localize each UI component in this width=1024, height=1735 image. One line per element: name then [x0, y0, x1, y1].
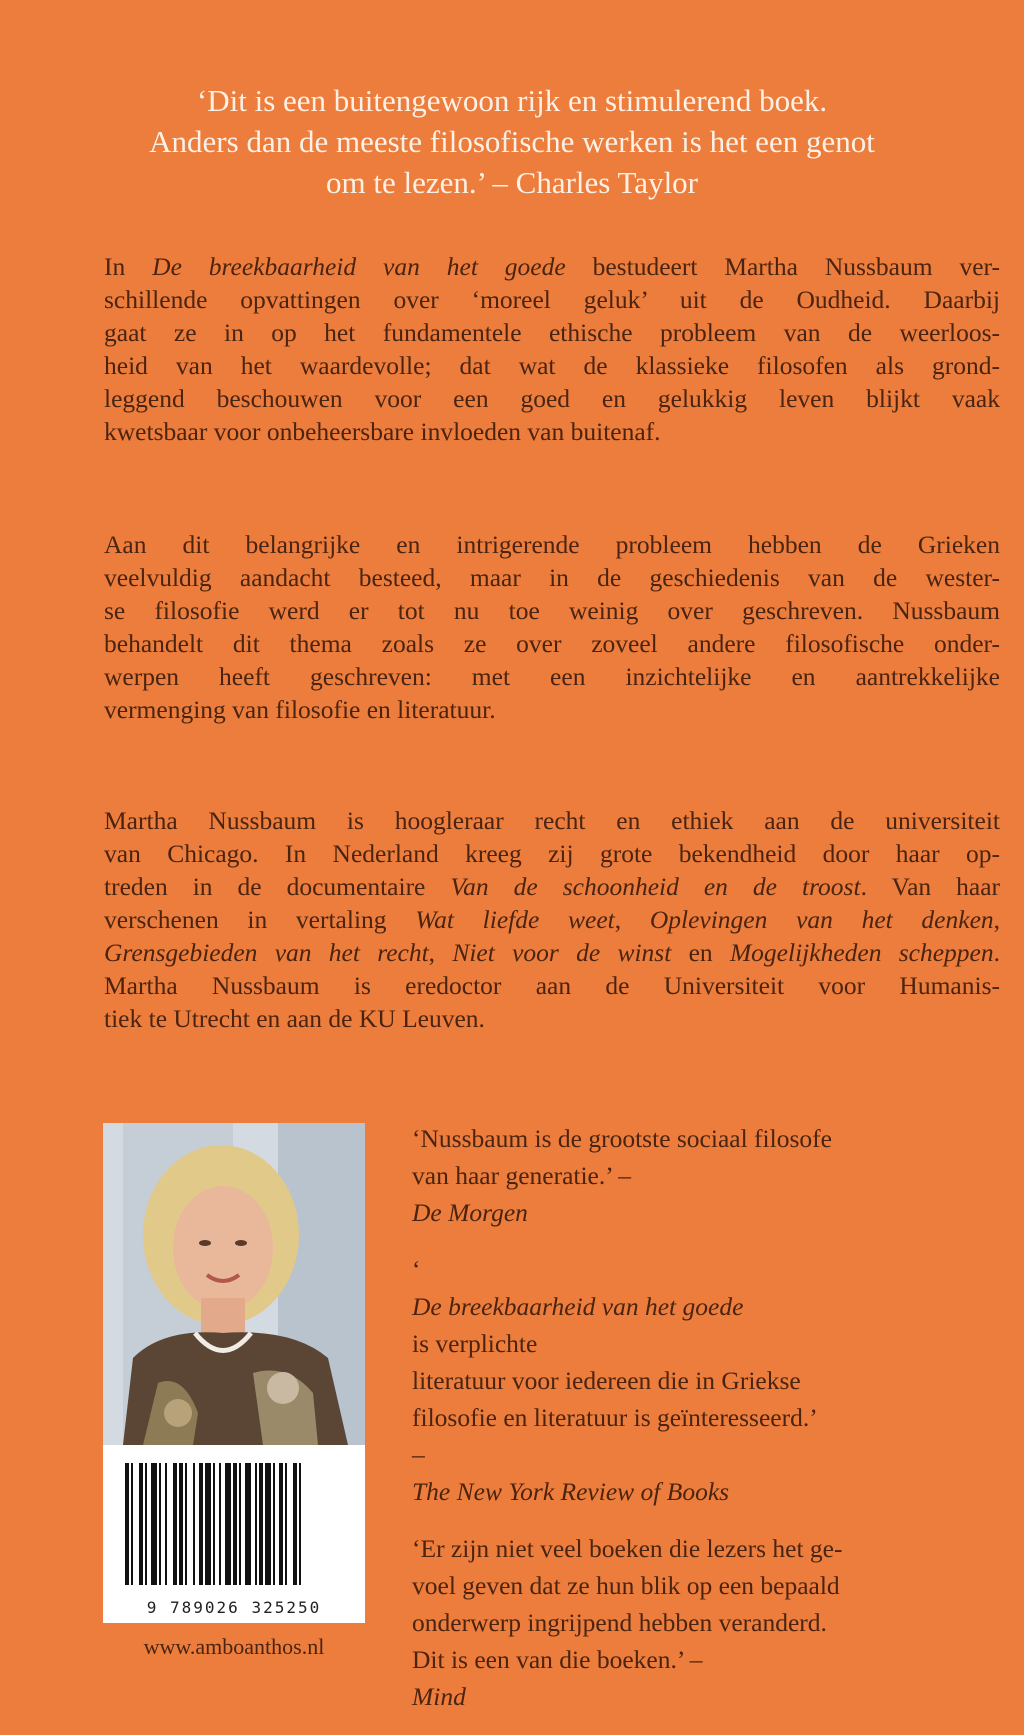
barcode-bar: [205, 1463, 211, 1585]
barcode-bar: [233, 1463, 237, 1585]
review-quote-de-morgen: ‘Nussbaum is de grootste sociaal filosofe van haar generatie.’ – De Morgen: [412, 1124, 832, 1227]
review-quote-mind: ‘Er zijn niet veel boeken die lezers het ge- voel geven dat ze hun blik op een bepaald onderwerp ingrijpend hebben veranderd. Dit is een van die boeken.’ – Mind: [412, 1534, 843, 1711]
barcode-bar: [285, 1463, 287, 1585]
barcode-bar: [213, 1463, 215, 1585]
barcode-bar: [179, 1463, 183, 1585]
barcode-bar: [165, 1463, 167, 1585]
author-bio-paragraph: Martha Nussbaum is hoogleraar recht en ethiek aan de universiteit van Chicago. In Nederland kreeg zij grote bekendheid door haar op- treden in de documentaire Van de schoonheid en de troost. Van haar verschenen in vertaling Wat liefde weet, Oplevingen van het denken, Grensgebieden van het recht, Niet voor de winst en Mogelijkheden scheppen. Martha Nussbaum is eredoctor aan de Universiteit voor Humanis- tiek te Utrecht en aan de KU Leuven.: [104, 806, 1001, 1033]
publisher-website[interactable]: www.amboanthos.nl: [143, 1634, 325, 1659]
isbn-number: 9 789026 325250: [146, 1598, 322, 1617]
book-title: De breekbaarheid van het goede: [152, 252, 566, 281]
barcode-bar: [145, 1463, 147, 1585]
barcode: [103, 1445, 365, 1623]
barcode-bar: [299, 1463, 301, 1585]
author-photo: [103, 1123, 365, 1445]
barcode-bar: [259, 1463, 263, 1585]
review-quote-nyrb: ‘ De breekbaarheid van het goede is verplichte literatuur voor iedereen die in Griekse filosofie en literatuur is geïnteresseerd.’ – The New York Review of Books: [412, 1255, 818, 1506]
description-paragraph-2: Aan dit belangrijke en intrigerende probleem hebben de Grieken veelvuldig aandacht besteed, maar in de geschiedenis van de wester- se filosofie werd er tot nu toe weinig over geschreven. Nussbaum behandelt dit thema zoals ze over zoveel andere filosofische onder- werpen heeft geschreven: met een inzichtelijke en aantrekkelijke vermenging van filosofie en literatuur.: [104, 530, 1000, 724]
barcode-bar: [151, 1463, 157, 1585]
barcode-bar: [193, 1463, 195, 1585]
barcode-bar: [265, 1463, 271, 1585]
barcode-bar: [125, 1463, 129, 1585]
review-quotes: [412, 1120, 1002, 1735]
barcode-bar: [199, 1463, 203, 1585]
barcode-bar: [131, 1463, 133, 1585]
quote-source: The New York Review of Books: [412, 1477, 730, 1506]
barcode-bar: [245, 1463, 251, 1585]
barcode-bar: [279, 1463, 283, 1585]
top-quote-line: ‘Dit is een buitengewoon rijk en stimulerend boek.: [196, 83, 828, 118]
top-quote-line: Anders dan de meeste filosofische werken is het een genot: [149, 124, 875, 159]
barcode-bar: [159, 1463, 161, 1585]
barcode-bar: [255, 1463, 257, 1585]
barcode-bar: [293, 1463, 297, 1585]
quote-source: Mind: [412, 1682, 466, 1711]
quote-source: De Morgen: [412, 1198, 528, 1227]
barcode-bar: [273, 1463, 275, 1585]
barcode-bar: [185, 1463, 187, 1585]
barcode-bar: [139, 1463, 143, 1585]
description-paragraph-1: In De breekbaarheid van het goede bestudeert Martha Nussbaum ver- schillende opvattingen over ‘moreel geluk’ uit de Oudheid. Daarbij gaat ze in op het fundamentele ethische probleem van de weerloos- heid van het waardevolle; dat wat de klassieke filosofen als grond- leggend beschouwen voor een goed en gelukkig leven blijkt vaak kwetsbaar voor onbeheersbare invloeden van buitenaf.: [104, 252, 1000, 446]
top-quote-line: om te lezen.’ – Charles Taylor: [326, 165, 698, 200]
barcode-bar: [225, 1463, 231, 1585]
top-quote: [80, 80, 944, 203]
barcode-bar: [239, 1463, 241, 1585]
barcode-bar: [173, 1463, 177, 1585]
barcode-bar: [219, 1463, 221, 1585]
